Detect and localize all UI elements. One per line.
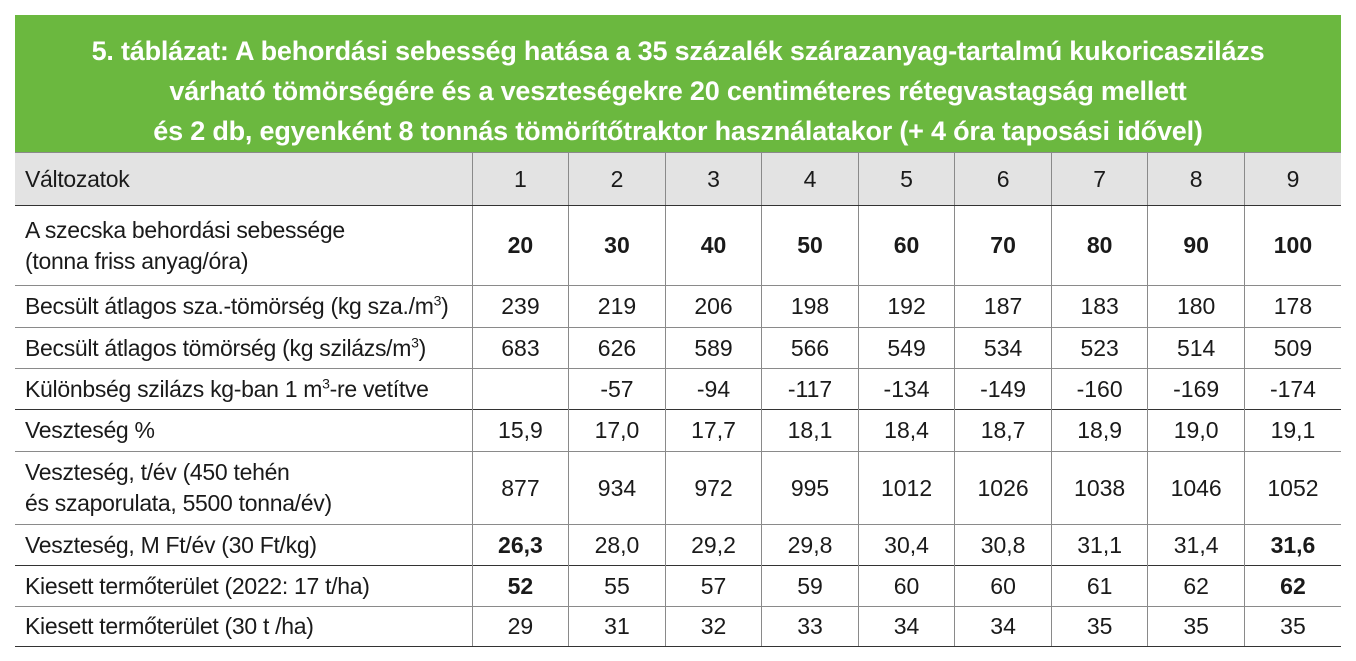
- header-col: 9: [1244, 153, 1341, 206]
- table-row: [15, 206, 1341, 286]
- table-cell: 60: [858, 206, 955, 286]
- table-cell: 566: [762, 328, 859, 369]
- row-label-sup: 3: [433, 292, 442, 309]
- row-label: Kiesett termőterület (30 t /ha): [15, 607, 472, 647]
- table-row: [15, 410, 1341, 452]
- table-cell: 178: [1244, 286, 1341, 328]
- row-label-line: (tonna friss anyag/óra): [25, 247, 249, 274]
- table-figure: [15, 15, 1341, 647]
- table-cell: 192: [858, 286, 955, 328]
- table-cell: 29,2: [665, 525, 762, 566]
- table-cell: 90: [1148, 206, 1245, 286]
- row-label-suffix: -re vetítve: [329, 375, 429, 402]
- table-row: [15, 525, 1341, 566]
- table-cell: 18,7: [955, 410, 1052, 452]
- row-label-text: Becsült átlagos tömörség (kg szilázs/m: [25, 334, 412, 361]
- table-cell: 57: [665, 566, 762, 607]
- table-cell: -117: [762, 369, 859, 410]
- table-cell: 1012: [858, 452, 955, 525]
- table-cell: -94: [665, 369, 762, 410]
- table-cell: 1052: [1244, 452, 1341, 525]
- table-cell: 34: [858, 607, 955, 647]
- header-col: 7: [1051, 153, 1148, 206]
- table-row: [15, 607, 1341, 647]
- table-title-line-3: és 2 db, egyenként 8 tonnás tömörítőtraktor használatakor (+ 4 óra taposási idővel): [153, 116, 1203, 146]
- table-row: [15, 369, 1341, 410]
- table-cell: 28,0: [569, 525, 666, 566]
- table-header-row: [15, 153, 1341, 206]
- table-cell: 17,0: [569, 410, 666, 452]
- row-label: [15, 369, 472, 410]
- table-cell: 70: [955, 206, 1052, 286]
- table-title-line-1: 5. táblázat: A behordási sebesség hatása a 35 százalék szárazanyag-tartalmú kukoricaszilázs: [91, 36, 1265, 66]
- table-title: [15, 15, 1341, 152]
- table-cell: 35: [1051, 607, 1148, 647]
- table-cell: 32: [665, 607, 762, 647]
- header-col: 8: [1148, 153, 1245, 206]
- table-cell: 995: [762, 452, 859, 525]
- table-cell: 26,3: [472, 525, 569, 566]
- table-cell: 100: [1244, 206, 1341, 286]
- table-cell: 626: [569, 328, 666, 369]
- table-cell: 30,4: [858, 525, 955, 566]
- table-cell: 514: [1148, 328, 1245, 369]
- header-col: 4: [762, 153, 859, 206]
- table-cell: 19,1: [1244, 410, 1341, 452]
- row-label: [15, 206, 472, 286]
- table-row: [15, 452, 1341, 525]
- table-cell: 1026: [955, 452, 1052, 525]
- table-cell: 29,8: [762, 525, 859, 566]
- row-label: Veszteség, M Ft/év (30 Ft/kg): [15, 525, 472, 566]
- table-cell: 35: [1244, 607, 1341, 647]
- header-col: 3: [665, 153, 762, 206]
- table-cell: 1038: [1051, 452, 1148, 525]
- row-label: Veszteség %: [15, 410, 472, 452]
- table-cell: 18,9: [1051, 410, 1148, 452]
- table-cell: 18,4: [858, 410, 955, 452]
- table-cell: 62: [1148, 566, 1245, 607]
- data-table: [15, 152, 1341, 647]
- row-label-suffix: ): [418, 334, 426, 361]
- row-label-sup: 3: [411, 333, 419, 350]
- table-cell: 206: [665, 286, 762, 328]
- table-cell: 1046: [1148, 452, 1245, 525]
- row-label-line: A szecska behordási sebessége: [25, 216, 345, 243]
- table-cell: 50: [762, 206, 859, 286]
- table-cell: 52: [472, 566, 569, 607]
- table-row: [15, 286, 1341, 328]
- table-cell: 187: [955, 286, 1052, 328]
- table-cell: 509: [1244, 328, 1341, 369]
- table-cell: 40: [665, 206, 762, 286]
- header-col: 2: [569, 153, 666, 206]
- table-cell: 34: [955, 607, 1052, 647]
- table-cell: 523: [1051, 328, 1148, 369]
- header-col: 1: [472, 153, 569, 206]
- table-cell: 35: [1148, 607, 1245, 647]
- table-title-line-2: várható tömörségére és a veszteségekre 20 centiméteres rétegvastagság mellett: [169, 76, 1187, 106]
- table-cell: 31: [569, 607, 666, 647]
- table-cell: 15,9: [472, 410, 569, 452]
- row-label-text: Becsült átlagos sza.-tömörség (kg sza./m: [25, 293, 434, 319]
- table-cell: 17,7: [665, 410, 762, 452]
- table-cell: -149: [955, 369, 1052, 410]
- table-row: [15, 566, 1341, 607]
- table-cell: 198: [762, 286, 859, 328]
- table-cell: 18,1: [762, 410, 859, 452]
- row-label: [15, 286, 472, 328]
- table-cell: 80: [1051, 206, 1148, 286]
- table-cell: 19,0: [1148, 410, 1245, 452]
- table-cell: 30,8: [955, 525, 1052, 566]
- header-label: Változatok: [15, 153, 472, 206]
- table-cell: 29: [472, 607, 569, 647]
- table-cell: 20: [472, 206, 569, 286]
- table-cell: 549: [858, 328, 955, 369]
- table-cell: -57: [569, 369, 666, 410]
- table-cell: -169: [1148, 369, 1245, 410]
- table-row: [15, 328, 1341, 369]
- table-cell: 33: [762, 607, 859, 647]
- table-cell: 60: [858, 566, 955, 607]
- table-cell: 31,6: [1244, 525, 1341, 566]
- table-cell: 62: [1244, 566, 1341, 607]
- table-cell: [472, 369, 569, 410]
- table-cell: 180: [1148, 286, 1245, 328]
- row-label-sup: 3: [322, 374, 330, 391]
- table-cell: 31,1: [1051, 525, 1148, 566]
- row-label-line: és szaporulata, 5500 tonna/év): [25, 490, 332, 516]
- table-cell: 30: [569, 206, 666, 286]
- table-cell: 589: [665, 328, 762, 369]
- table-cell: 59: [762, 566, 859, 607]
- table-cell: -134: [858, 369, 955, 410]
- row-label: Kiesett termőterület (2022: 17 t/ha): [15, 566, 472, 607]
- row-label: [15, 328, 472, 369]
- row-label-text: Különbség szilázs kg-ban 1 m: [25, 375, 323, 402]
- table-cell: 31,4: [1148, 525, 1245, 566]
- table-cell: -160: [1051, 369, 1148, 410]
- table-cell: 972: [665, 452, 762, 525]
- row-label: [15, 452, 472, 525]
- table-cell: 55: [569, 566, 666, 607]
- header-col: 6: [955, 153, 1052, 206]
- row-label-suffix: ): [441, 293, 449, 319]
- row-label-line: Veszteség, t/év (450 tehén: [25, 459, 290, 485]
- table-cell: 877: [472, 452, 569, 525]
- table-cell: 60: [955, 566, 1052, 607]
- table-cell: 219: [569, 286, 666, 328]
- table-cell: 239: [472, 286, 569, 328]
- table-cell: 534: [955, 328, 1052, 369]
- table-cell: -174: [1244, 369, 1341, 410]
- table-cell: 683: [472, 328, 569, 369]
- table-cell: 183: [1051, 286, 1148, 328]
- table-cell: 61: [1051, 566, 1148, 607]
- table-cell: 934: [569, 452, 666, 525]
- header-col: 5: [858, 153, 955, 206]
